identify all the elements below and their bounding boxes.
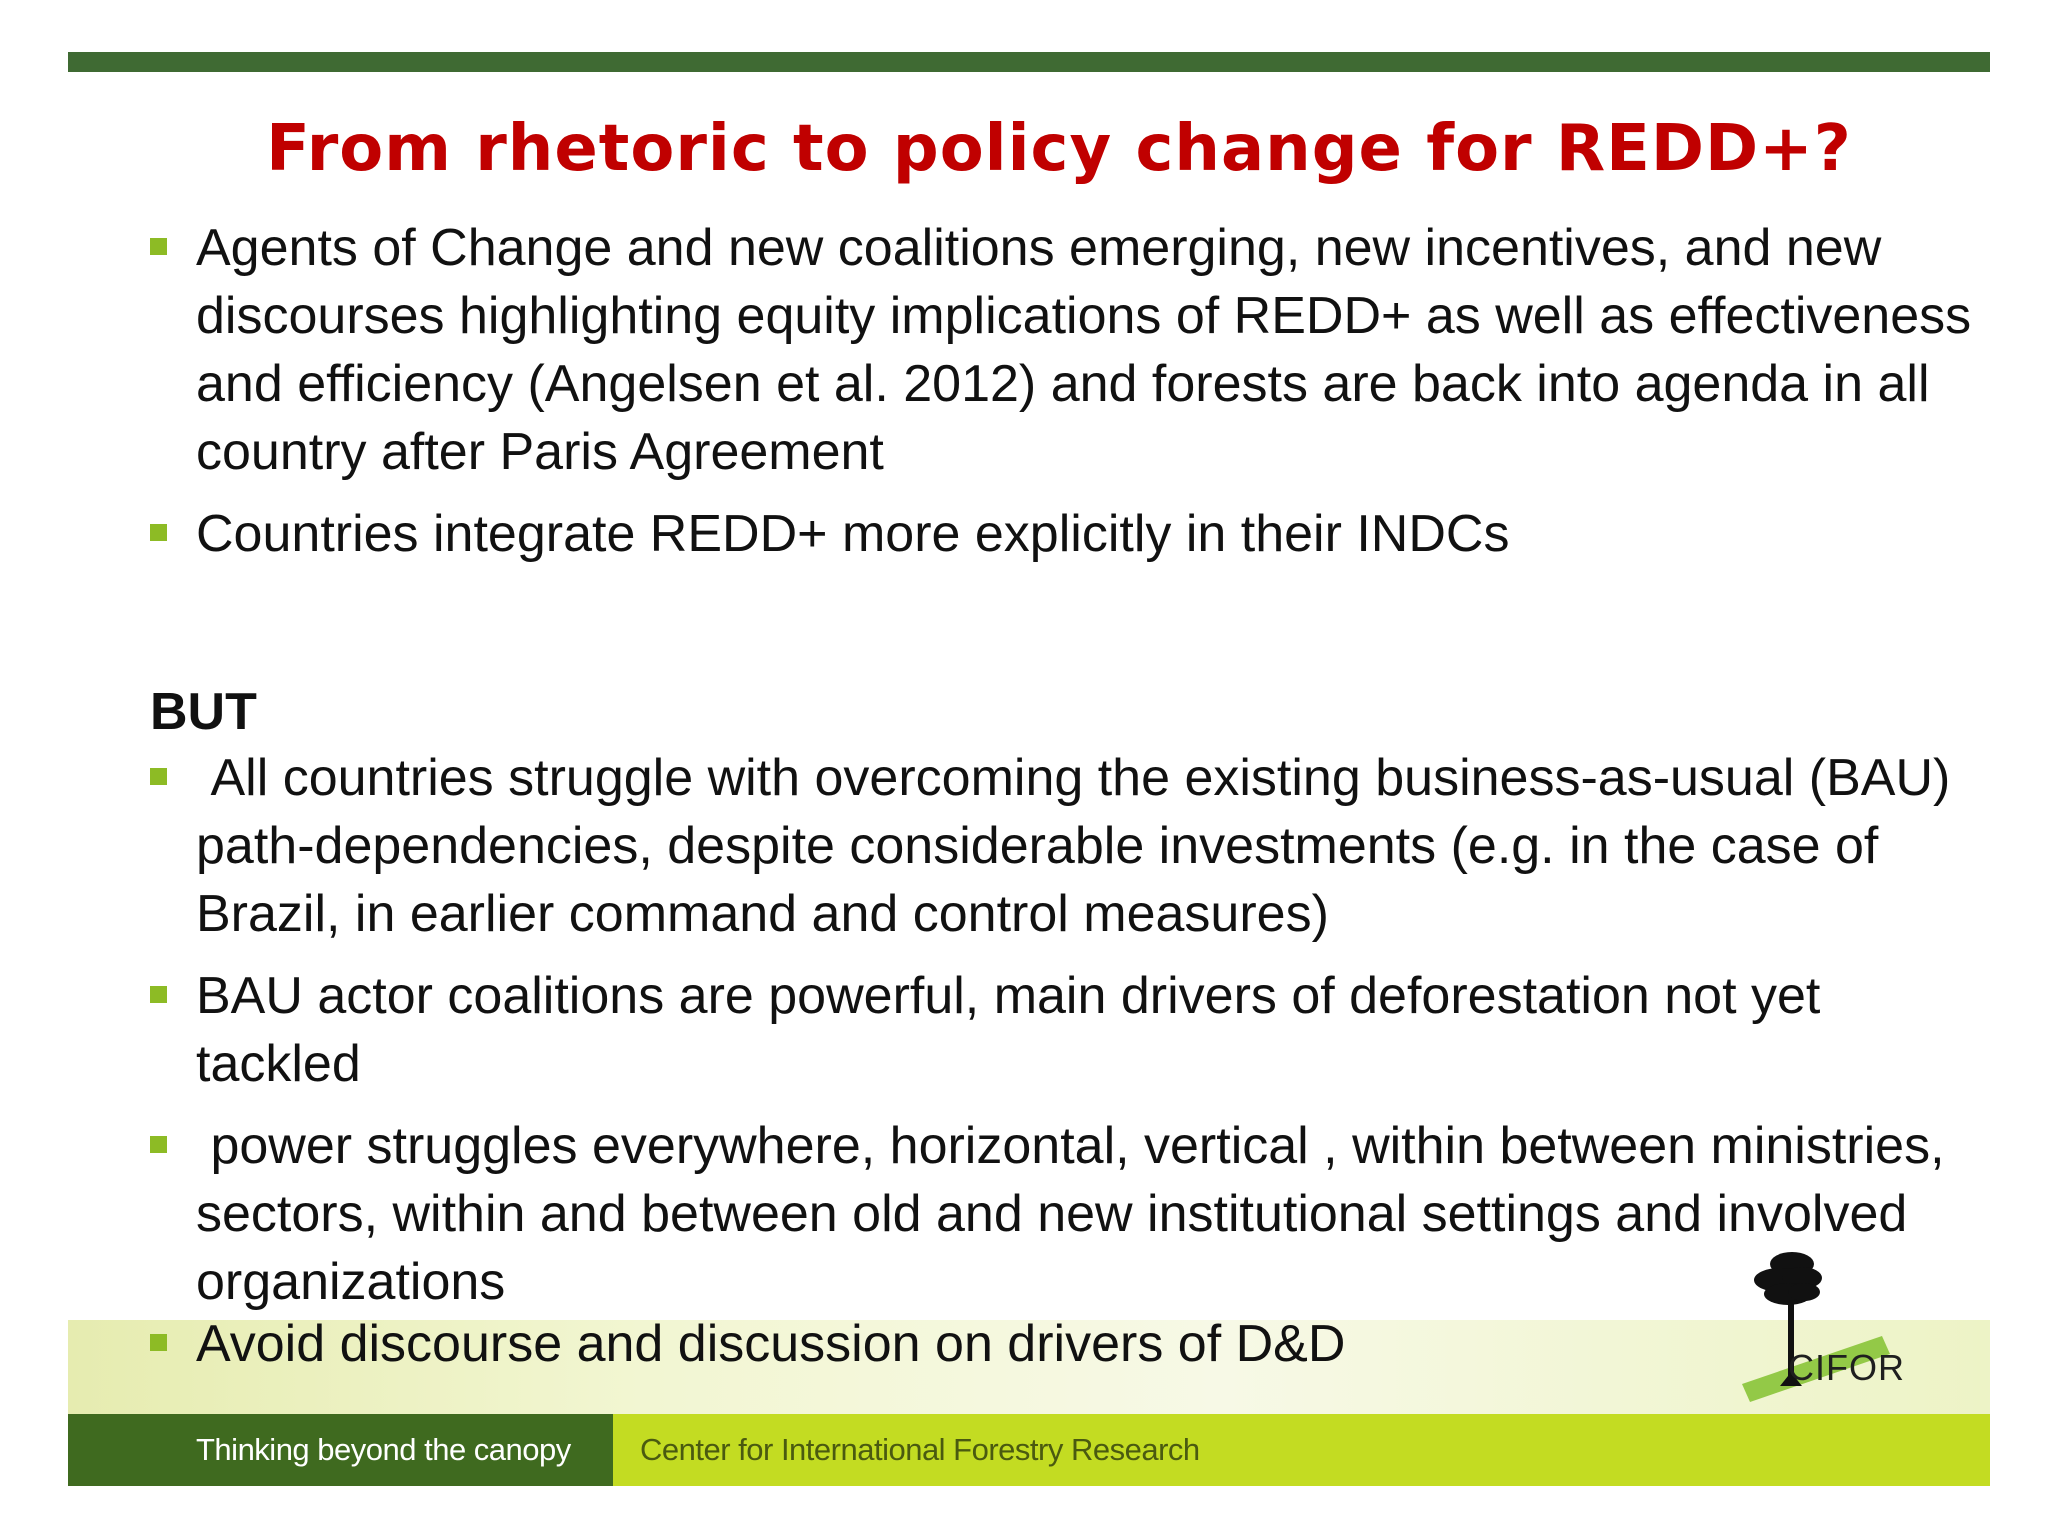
bullet-item <box>150 1310 1980 1378</box>
bullet-item <box>150 1112 1980 1316</box>
but-heading: BUT <box>150 683 257 741</box>
footer-tagline: Thinking beyond the canopy <box>68 1414 613 1486</box>
bullet-text: power struggles everywhere, horizontal, vertical , within between ministries, sectors, within and between old and new institutional settings and involved organizations <box>196 1117 1959 1311</box>
bullet-item <box>150 500 1980 568</box>
bullet-square-icon <box>150 238 167 255</box>
bullet-square-icon <box>150 524 167 541</box>
bullet-text: Countries integrate REDD+ more explicitly in their INDCs <box>196 505 1510 563</box>
footer-bar <box>68 1414 1990 1486</box>
slide <box>68 52 1990 1486</box>
bullet-item <box>150 744 1980 948</box>
bullet-list-last <box>150 1310 1980 1392</box>
bullet-square-icon <box>150 1136 167 1153</box>
bullet-item <box>150 214 1980 486</box>
bullet-list-bottom <box>150 744 1980 1330</box>
bullet-list-top <box>150 214 1980 582</box>
bullet-item <box>150 962 1980 1098</box>
bullet-square-icon <box>150 986 167 1003</box>
bullet-square-icon <box>150 1334 167 1351</box>
bullet-square-icon <box>150 768 167 785</box>
top-accent-bar <box>68 52 1990 72</box>
bullet-text: Avoid discourse and discussion on drivers of D&D <box>196 1315 1346 1373</box>
slide-title: From rhetoric to policy change for REDD+? <box>266 112 1852 186</box>
bullet-text: BAU actor coalitions are powerful, main drivers of deforestation not yet tackled <box>196 967 1821 1093</box>
cifor-logo-text: CIFOR <box>1788 1347 1905 1388</box>
bullet-text: All countries struggle with overcoming the existing business-as-usual (BAU) path-dependencies, despite considerable investments (e.g. in the case of Brazil, in earlier command and control measures) <box>196 749 1965 943</box>
footer-organization: Center for International Forestry Research <box>640 1432 1200 1467</box>
bullet-text: Agents of Change and new coalitions emerging, new incentives, and new discourses highlighting equity implications of REDD+ as well as effectiveness and efficiency (Angelsen et al. 2012) and forests are back into agenda in all country after Paris Agreement <box>196 219 1972 481</box>
